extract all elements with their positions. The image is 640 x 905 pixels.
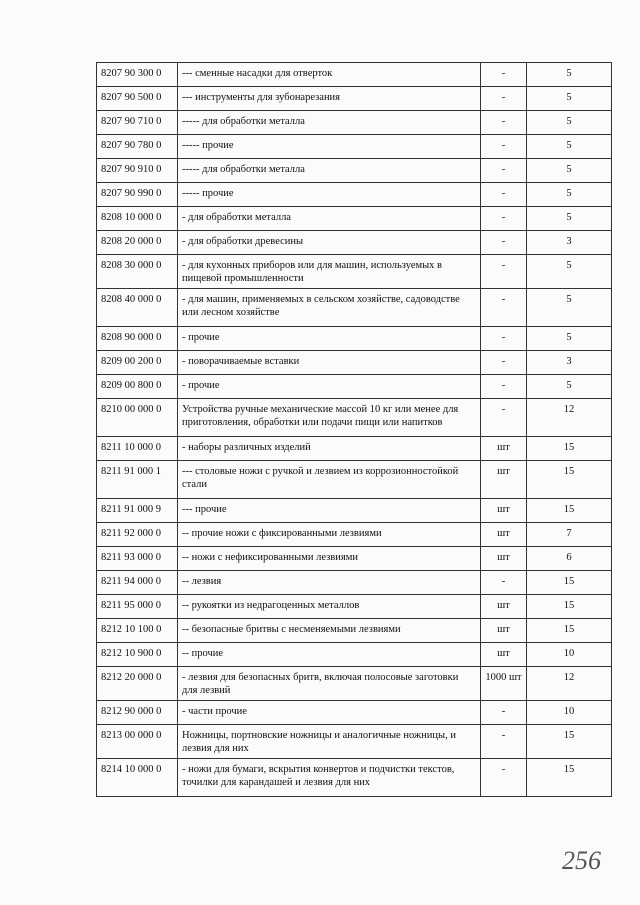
description-cell: ----- прочие [178,135,481,159]
code-cell: 8211 91 000 1 [97,461,178,499]
table-row [97,183,612,207]
rate-cell: 10 [527,643,612,667]
unit-cell: - [481,725,527,759]
rate-cell: 3 [527,351,612,375]
rate-cell: 15 [527,725,612,759]
description-cell: - лезвия для безопасных бритв, включая полосовые заготовки для лезвий [178,667,481,701]
rate-cell: 15 [527,619,612,643]
code-cell: 8211 10 000 0 [97,437,178,461]
code-cell: 8211 92 000 0 [97,523,178,547]
description-cell: - наборы различных изделий [178,437,481,461]
unit-cell: - [481,759,527,797]
rate-cell: 3 [527,231,612,255]
unit-cell: - [481,701,527,725]
code-cell: 8211 95 000 0 [97,595,178,619]
unit-cell: - [481,111,527,135]
code-cell: 8208 20 000 0 [97,231,178,255]
rate-cell: 10 [527,701,612,725]
description-cell: - для кухонных приборов или для машин, используемых в пищевой промышленности [178,255,481,289]
description-cell: --- столовые ножи с ручкой и лезвием из коррозионностойкой стали [178,461,481,499]
table-row [97,207,612,231]
table-row [97,255,612,289]
description-cell: -- прочие [178,643,481,667]
rate-cell: 5 [527,111,612,135]
description-cell: - прочие [178,327,481,351]
description-cell: --- прочие [178,499,481,523]
unit-cell: - [481,375,527,399]
code-cell: 8212 20 000 0 [97,667,178,701]
table-row [97,135,612,159]
unit-cell: шт [481,437,527,461]
table-row [97,351,612,375]
table-row [97,725,612,759]
rate-cell: 15 [527,461,612,499]
description-cell: --- сменные насадки для отверток [178,63,481,87]
unit-cell: шт [481,643,527,667]
code-cell: 8212 10 900 0 [97,643,178,667]
unit-cell: - [481,183,527,207]
code-cell: 8210 00 000 0 [97,399,178,437]
code-cell: 8212 10 100 0 [97,619,178,643]
unit-cell: - [481,63,527,87]
description-cell: Устройства ручные механические массой 10 кг или менее для приготовления, обработки или подачи пищи или напитков [178,399,481,437]
description-cell: ----- прочие [178,183,481,207]
unit-cell: - [481,289,527,327]
table-row [97,701,612,725]
table-row [97,667,612,701]
unit-cell: - [481,351,527,375]
unit-cell: - [481,159,527,183]
rate-cell: 15 [527,437,612,461]
code-cell: 8213 00 000 0 [97,725,178,759]
code-cell: 8207 90 990 0 [97,183,178,207]
table-row [97,289,612,327]
handwritten-page-number [560,843,620,877]
description-cell: Ножницы, портновские ножницы и аналогичные ножницы, и лезвия для них [178,725,481,759]
table-row [97,87,612,111]
unit-cell: шт [481,547,527,571]
rate-cell: 7 [527,523,612,547]
table-row [97,547,612,571]
tariff-table [96,62,612,797]
table-row [97,437,612,461]
description-cell: ----- для обработки металла [178,159,481,183]
code-cell: 8207 90 300 0 [97,63,178,87]
table-row [97,375,612,399]
table-row [97,643,612,667]
table-row [97,523,612,547]
description-cell: --- инструменты для зубонарезания [178,87,481,111]
handwritten-page-number-text: 256 [562,846,601,875]
unit-cell: шт [481,499,527,523]
rate-cell: 5 [527,375,612,399]
table-row [97,399,612,437]
description-cell: - для обработки металла [178,207,481,231]
unit-cell: - [481,327,527,351]
unit-cell: - [481,87,527,111]
unit-cell: шт [481,595,527,619]
rate-cell: 15 [527,499,612,523]
rate-cell: 5 [527,135,612,159]
description-cell: -- ножи с нефиксированными лезвиями [178,547,481,571]
rate-cell: 5 [527,255,612,289]
rate-cell: 6 [527,547,612,571]
rate-cell: 12 [527,667,612,701]
code-cell: 8211 94 000 0 [97,571,178,595]
code-cell: 8209 00 200 0 [97,351,178,375]
rate-cell: 15 [527,595,612,619]
unit-cell: шт [481,461,527,499]
code-cell: 8208 30 000 0 [97,255,178,289]
table-row [97,571,612,595]
description-cell: -- рукоятки из недрагоценных металлов [178,595,481,619]
table-row [97,111,612,135]
unit-cell: - [481,571,527,595]
table-row [97,159,612,183]
code-cell: 8212 90 000 0 [97,701,178,725]
description-cell: ----- для обработки металла [178,111,481,135]
rate-cell: 5 [527,159,612,183]
rate-cell: 15 [527,759,612,797]
code-cell: 8211 91 000 9 [97,499,178,523]
code-cell: 8207 90 780 0 [97,135,178,159]
rate-cell: 5 [527,63,612,87]
rate-cell: 12 [527,399,612,437]
rate-cell: 15 [527,571,612,595]
unit-cell: 1000 шт [481,667,527,701]
unit-cell: - [481,399,527,437]
code-cell: 8207 90 710 0 [97,111,178,135]
table-row [97,619,612,643]
code-cell: 8208 10 000 0 [97,207,178,231]
table-row [97,499,612,523]
code-cell: 8208 90 000 0 [97,327,178,351]
description-cell: - для машин, применяемых в сельском хозяйстве, садоводстве или лесном хозяйстве [178,289,481,327]
table-row [97,327,612,351]
rate-cell: 5 [527,87,612,111]
table-row [97,63,612,87]
table-row [97,759,612,797]
unit-cell: шт [481,619,527,643]
description-cell: -- безопасные бритвы с несменяемыми лезвиями [178,619,481,643]
table-row [97,595,612,619]
table-row [97,231,612,255]
unit-cell: - [481,231,527,255]
code-cell: 8207 90 910 0 [97,159,178,183]
description-cell: - для обработки древесины [178,231,481,255]
rate-cell: 5 [527,289,612,327]
code-cell: 8209 00 800 0 [97,375,178,399]
table-row [97,461,612,499]
unit-cell: - [481,207,527,231]
rate-cell: 5 [527,327,612,351]
description-cell: - прочие [178,375,481,399]
description-cell: - ножи для бумаги, вскрытия конвертов и подчистки текстов, точилки для карандашей и лезвия для них [178,759,481,797]
description-cell: -- лезвия [178,571,481,595]
unit-cell: шт [481,523,527,547]
code-cell: 8211 93 000 0 [97,547,178,571]
description-cell: - части прочие [178,701,481,725]
code-cell: 8207 90 500 0 [97,87,178,111]
rate-cell: 5 [527,207,612,231]
description-cell: - поворачиваемые вставки [178,351,481,375]
tariff-table-body [97,63,612,797]
rate-cell: 5 [527,183,612,207]
unit-cell: - [481,135,527,159]
description-cell: -- прочие ножи с фиксированными лезвиями [178,523,481,547]
code-cell: 8214 10 000 0 [97,759,178,797]
unit-cell: - [481,255,527,289]
code-cell: 8208 40 000 0 [97,289,178,327]
